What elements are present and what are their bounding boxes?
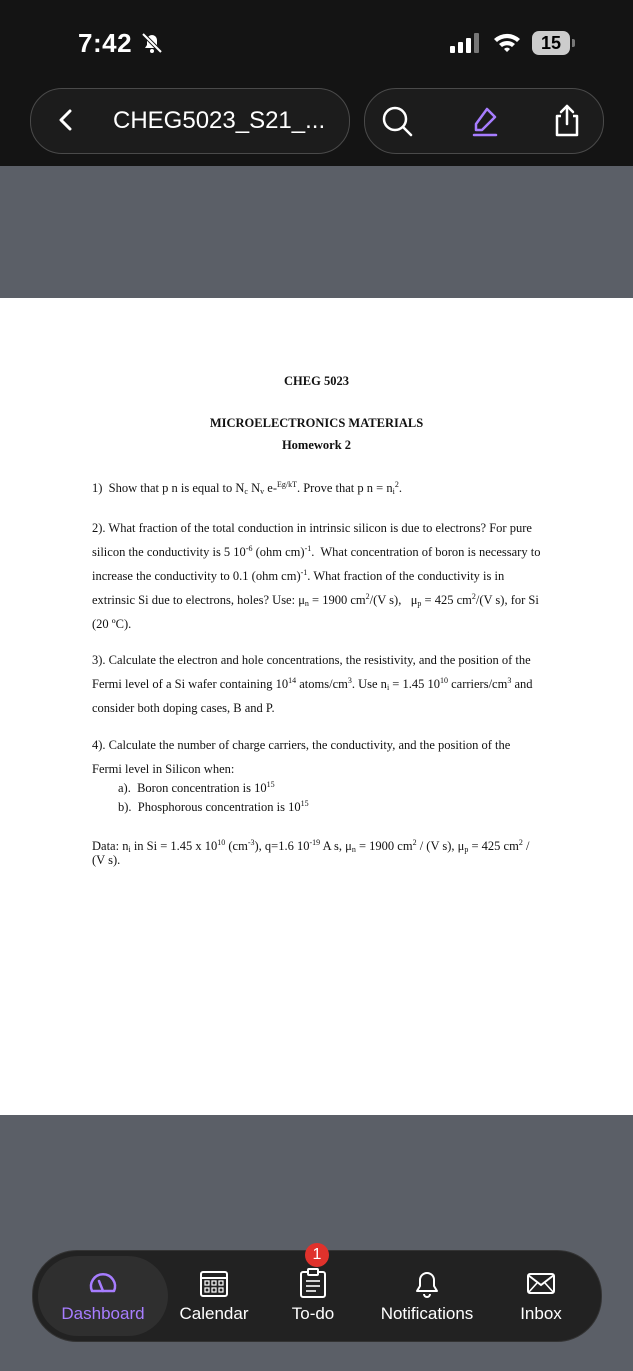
bell-off-icon bbox=[140, 31, 164, 55]
assignment-heading: Homework 2 bbox=[281, 438, 352, 452]
question-4b: b). Phosphorous concentration is $10^{15}$ bbox=[118, 799, 309, 814]
question-1: 1) Show that p n is equal to $N_c$ $N_v$ e-$^{Eg/kT}$. Prove that p $n = n_i^2$. bbox=[92, 480, 402, 496]
course-code: CHEG 5023 bbox=[284, 374, 349, 388]
question-3: 3). Calculate the electron and hole concentrations, the resistivity, and the position of the Fermi level of a Si wafer containing $10^{14}$ atoms/$cm^3$. Use $n_i = 1.45$ $10^{10}$ carriers/$cm^3$ and consider both doping cases, B and P. bbox=[92, 653, 533, 715]
wifi-icon bbox=[492, 30, 522, 54]
tab-label: Notifications bbox=[380, 1304, 474, 1323]
calendar-icon bbox=[198, 1267, 230, 1299]
dashboard-gauge-icon bbox=[87, 1267, 119, 1299]
tab-notifications[interactable] bbox=[367, 1251, 487, 1341]
clipboard-list-icon bbox=[297, 1267, 329, 1299]
action-pill bbox=[364, 88, 604, 154]
cellular-signal-icon bbox=[450, 33, 482, 53]
envelope-icon bbox=[525, 1267, 557, 1299]
tab-label: Dashboard bbox=[61, 1304, 145, 1323]
share-icon[interactable] bbox=[549, 103, 585, 139]
document-background-top bbox=[0, 166, 633, 298]
document-header bbox=[0, 84, 633, 166]
tab-dashboard[interactable] bbox=[38, 1256, 168, 1336]
bottom-tab-bar bbox=[32, 1246, 602, 1342]
tab-inbox[interactable] bbox=[499, 1251, 583, 1341]
clock: 7:42 bbox=[78, 28, 133, 58]
tab-calendar[interactable] bbox=[169, 1251, 259, 1341]
document-page[interactable] bbox=[0, 298, 633, 1115]
highlighter-icon[interactable] bbox=[467, 103, 503, 139]
bell-icon bbox=[411, 1267, 443, 1299]
tab-label: Calendar bbox=[179, 1304, 249, 1323]
search-icon[interactable] bbox=[379, 103, 415, 139]
status-bar bbox=[0, 0, 633, 84]
subject-heading: MICROELECTRONICS MATERIALS bbox=[209, 416, 424, 430]
battery-indicator: 15 bbox=[532, 31, 570, 55]
title-pill bbox=[30, 88, 350, 154]
tab-label: Inbox bbox=[520, 1304, 562, 1323]
document-title: CHEG5023_S21_... bbox=[113, 107, 326, 134]
battery-tip bbox=[572, 39, 575, 47]
data-note: Data: $n_i$ in Si = 1.45 x $10^{10}$ $(cm^{-3})$, q=1.6 $10^{-19}$ A s, $\mu_n = 1900$ $cm^2 / (V$ s), $\mu_p = 425$ $cm^2 / (V$ s). bbox=[92, 838, 530, 867]
question-4a: a). Boron concentration is $10^{15}$ bbox=[118, 780, 275, 795]
todo-count-badge: 1 bbox=[305, 1243, 329, 1267]
tab-label: To-do bbox=[291, 1304, 335, 1323]
tab-todo[interactable] bbox=[269, 1246, 357, 1341]
question-4: 4). Calculate the number of charge carriers, the conductivity, and the position of the Fermi level in Silicon when: bbox=[92, 738, 511, 776]
back-chevron-icon[interactable] bbox=[51, 105, 81, 135]
question-2: 2). What fraction of the total conduction in intrinsic silicon is due to electrons? For pure silicon the conductivity is 5 $10^{-6}$ (ohm cm)$^{-1}$. What concentration of boron is necessary to increase the conductivity to 0.1 (ohm cm)$^{-1}$. What fraction of the conductivity is in extrinsic Si due to electrons, holes? Use: $\mu_n = 1900$ $cm^2/(V$ s), $\mu_p = 425$ $cm^2/(V$ s), for Si (20 ºC). bbox=[92, 521, 541, 631]
